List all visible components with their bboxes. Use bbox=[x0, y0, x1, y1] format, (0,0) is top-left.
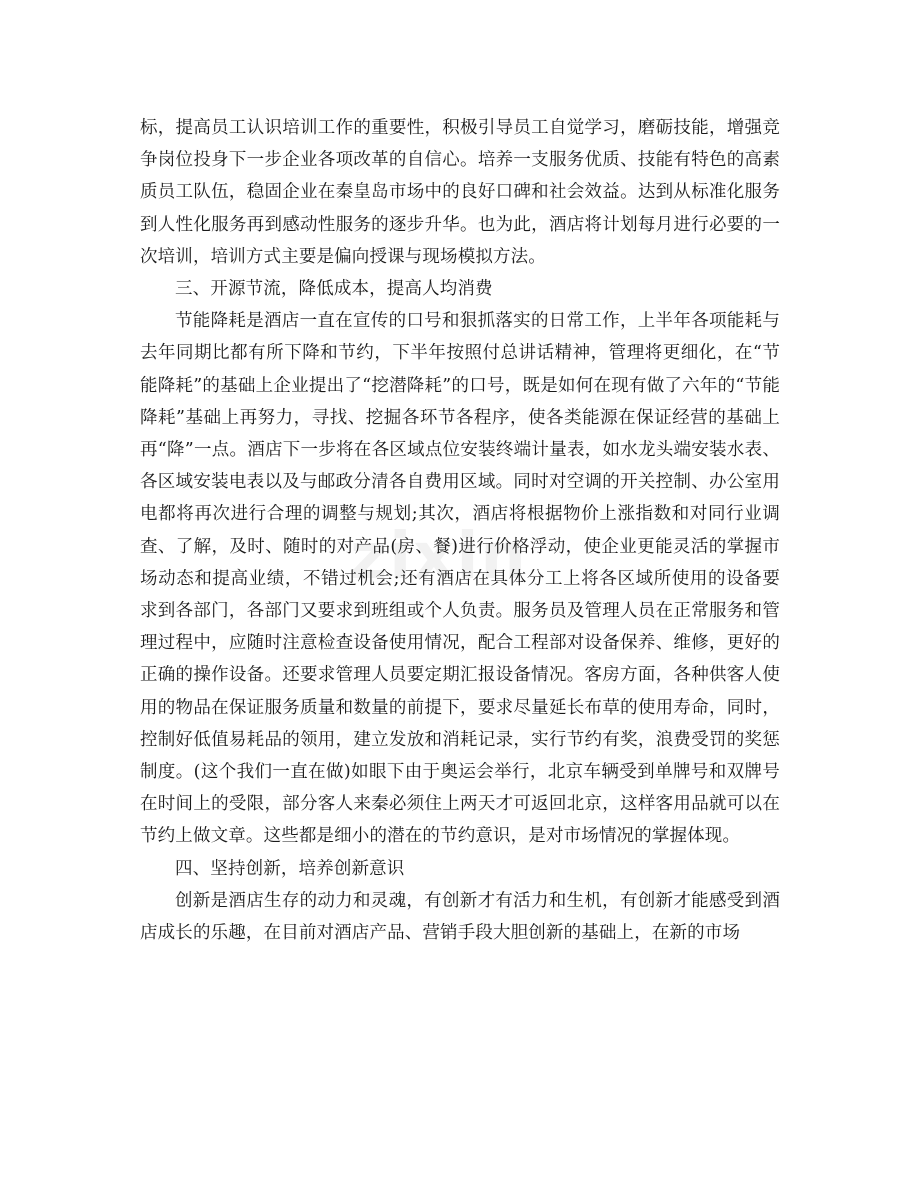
body-paragraph-innovation: 创新是酒店生存的动力和灵魂，有创新才有活力和生机，有创新才能感受到酒店成长的乐趣，在目前对酒店产品、营销手段大胆创新的基础上，在新的市场 bbox=[140, 890, 780, 944]
body-paragraph-energy-saving: 节能降耗是酒店一直在宣传的口号和狠抓落实的日常工作，上半年各项能耗与去年同期比都有所下降和节约，下半年按照付总讲话精神，管理将更细化，在“节能降耗”的基础上企业提出了“挖潜降耗”的口号，既是如何在现有做了六年的“节能降耗”基础上再努力，寻找、挖掘各环节各程序，使各类能源在保证经营的基础上再“降”一点。酒店下一步将在各区域点位安装终端计量表，如水龙头端安装水表、各区域安装电表以及与邮政分清各自费用区域。同时对空调的开关控制、办公室用电都将再次进行合理的调整与规划;其次，酒店将根据物价上涨指数和对同行业调查、了解，及时、随时的对产品(房、餐)进行价格浮动，使企业更能灵活的掌握市场动态和提高业绩，不错过机会;还有酒店在具体分工上将各区域所使用的设备要求到各部门，各部门又要求到班组或个人负责。服务员及管理人员在正常服务和管理过程中，应随时注意检查设备使用情况，配合工程部对设备保养、维修，更好的正确的操作设备。还要求管理人员要定期汇报设备情况。客房方面，各种供客人使用的物品在保证服务质量和数量的前提下，要求尽量延长布草的使用寿命，同时，控制好低值易耗品的领用，建立发放和消耗记录，实行节约有奖，浪费受罚的奖惩制度。(这个我们一直在做)如眼下由于奥运会举行，北京车辆受到单牌号和双牌号在时间上的受限，部分客人来秦必须住上两天才可返回北京，这样客用品就可以在节约上做文章。这些都是细小的潜在的节约意识，是对市场情况的掌握体现。 bbox=[140, 311, 780, 847]
section-heading-3: 三、开源节流，降低成本，提高人均消费 bbox=[175, 279, 493, 300]
watermark: zixin bbox=[350, 520, 528, 594]
body-paragraph-continuation: 标，提高员工认识培训工作的重要性，积极引导员工自觉学习，磨砺技能，增强竞争岗位投身下一步企业各项改革的自信心。培养一支服务优质、技能有特色的高素质员工队伍，稳固企业在秦皇岛市场中的良好口碑和社会效益。达到从标准化服务到人性化服务再到感动性服务的逐步升华。也为此，酒店将计划每月进行必要的一次培训，培训方式主要是偏向授课与现场模拟方法。 bbox=[140, 118, 780, 267]
section-heading-4: 四、坚持创新，培养创新意识 bbox=[175, 858, 405, 879]
document-body bbox=[140, 112, 780, 949]
